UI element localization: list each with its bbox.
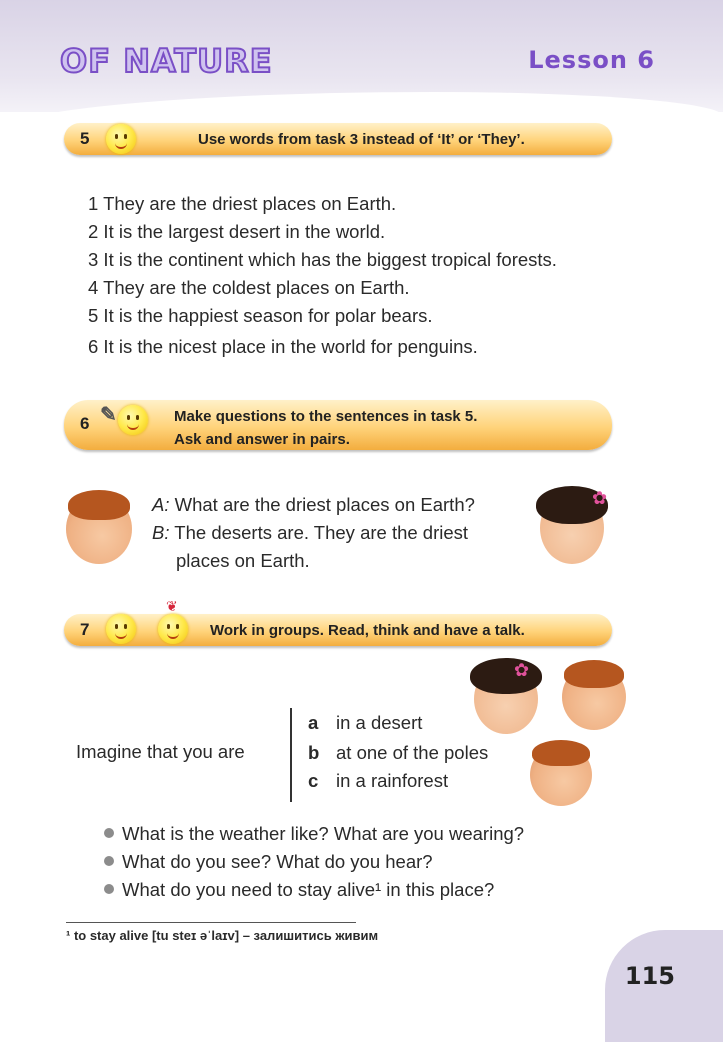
lesson-label: Lesson 6 bbox=[528, 46, 655, 74]
boy-avatar bbox=[562, 664, 626, 730]
task6-instruction-line2: Ask and answer in pairs. bbox=[174, 431, 350, 448]
task5-number: 5 bbox=[80, 129, 90, 148]
task5-sentence: 2 It is the largest desert in the world. bbox=[88, 221, 386, 242]
bullet-icon bbox=[104, 884, 114, 894]
option-a bbox=[308, 712, 422, 734]
option-text: in a rainforest bbox=[336, 770, 449, 791]
question-item bbox=[104, 823, 524, 845]
dialog-line-a bbox=[152, 494, 475, 516]
task6-instruction-line1: Make questions to the sentences in task 5. bbox=[174, 408, 478, 425]
unit-title: OF NATURE bbox=[60, 42, 273, 80]
footnote: ¹ to stay alive [tu steɪ əˈlaɪv] – залишитись живим bbox=[66, 928, 379, 943]
option-letter: a bbox=[308, 712, 319, 733]
pencil-icon: ✎ bbox=[100, 404, 117, 426]
smiley-icon bbox=[118, 405, 148, 435]
bullet-icon bbox=[104, 828, 114, 838]
dialog-text-a: What are the driest places on Earth? bbox=[174, 494, 475, 515]
question-text: What is the weather like? What are you wearing? bbox=[122, 823, 525, 844]
task6-number: 6 bbox=[80, 414, 90, 433]
bow-icon: ❦ bbox=[166, 598, 178, 614]
dialog-line-b bbox=[152, 522, 468, 544]
dialog-text-b: The deserts are. They are the driest bbox=[174, 522, 469, 543]
girl-avatar: ✿ bbox=[474, 664, 538, 734]
task5-instruction: Use words from task 3 instead of ‘It’ or ‘They’. bbox=[198, 131, 525, 148]
option-letter: c bbox=[308, 770, 319, 791]
option-b bbox=[308, 742, 488, 764]
task7-instruction: Work in groups. Read, think and have a talk. bbox=[210, 622, 525, 639]
smiley-icon bbox=[106, 614, 136, 644]
girl-avatar: ✿ bbox=[540, 492, 604, 564]
dialog-text-b-continued: places on Earth. bbox=[176, 550, 310, 571]
task5-sentence: 3 It is the continent which has the biggest tropical forests. bbox=[88, 249, 557, 270]
smiley-girl-icon bbox=[158, 614, 188, 644]
smiley-icon bbox=[106, 124, 136, 154]
task5-sentence: 5 It is the happiest season for polar bears. bbox=[88, 305, 433, 326]
question-item bbox=[104, 879, 494, 901]
speaker-b: B: bbox=[152, 522, 170, 543]
options-divider bbox=[290, 708, 292, 802]
page-number: 115 bbox=[624, 962, 675, 990]
option-letter: b bbox=[308, 742, 320, 763]
imagine-prompt: Imagine that you are bbox=[76, 741, 245, 762]
option-text: in a desert bbox=[336, 712, 423, 733]
task7-number: 7 bbox=[80, 620, 90, 639]
boy-avatar bbox=[66, 494, 132, 564]
task5-sentence: 1 They are the driest places on Earth. bbox=[88, 193, 397, 214]
question-item bbox=[104, 851, 433, 873]
option-c bbox=[308, 770, 448, 792]
option-text: at one of the poles bbox=[336, 742, 489, 763]
question-text: What do you need to stay alive¹ in this place? bbox=[122, 879, 495, 900]
question-text: What do you see? What do you hear? bbox=[122, 851, 433, 872]
speaker-a: A: bbox=[152, 494, 170, 515]
bullet-icon bbox=[104, 856, 114, 866]
task5-sentence: 6 It is the nicest place in the world for penguins. bbox=[88, 336, 478, 357]
task5-sentence: 4 They are the coldest places on Earth. bbox=[88, 277, 410, 298]
boy-avatar bbox=[530, 744, 592, 806]
footnote-rule bbox=[66, 922, 356, 923]
